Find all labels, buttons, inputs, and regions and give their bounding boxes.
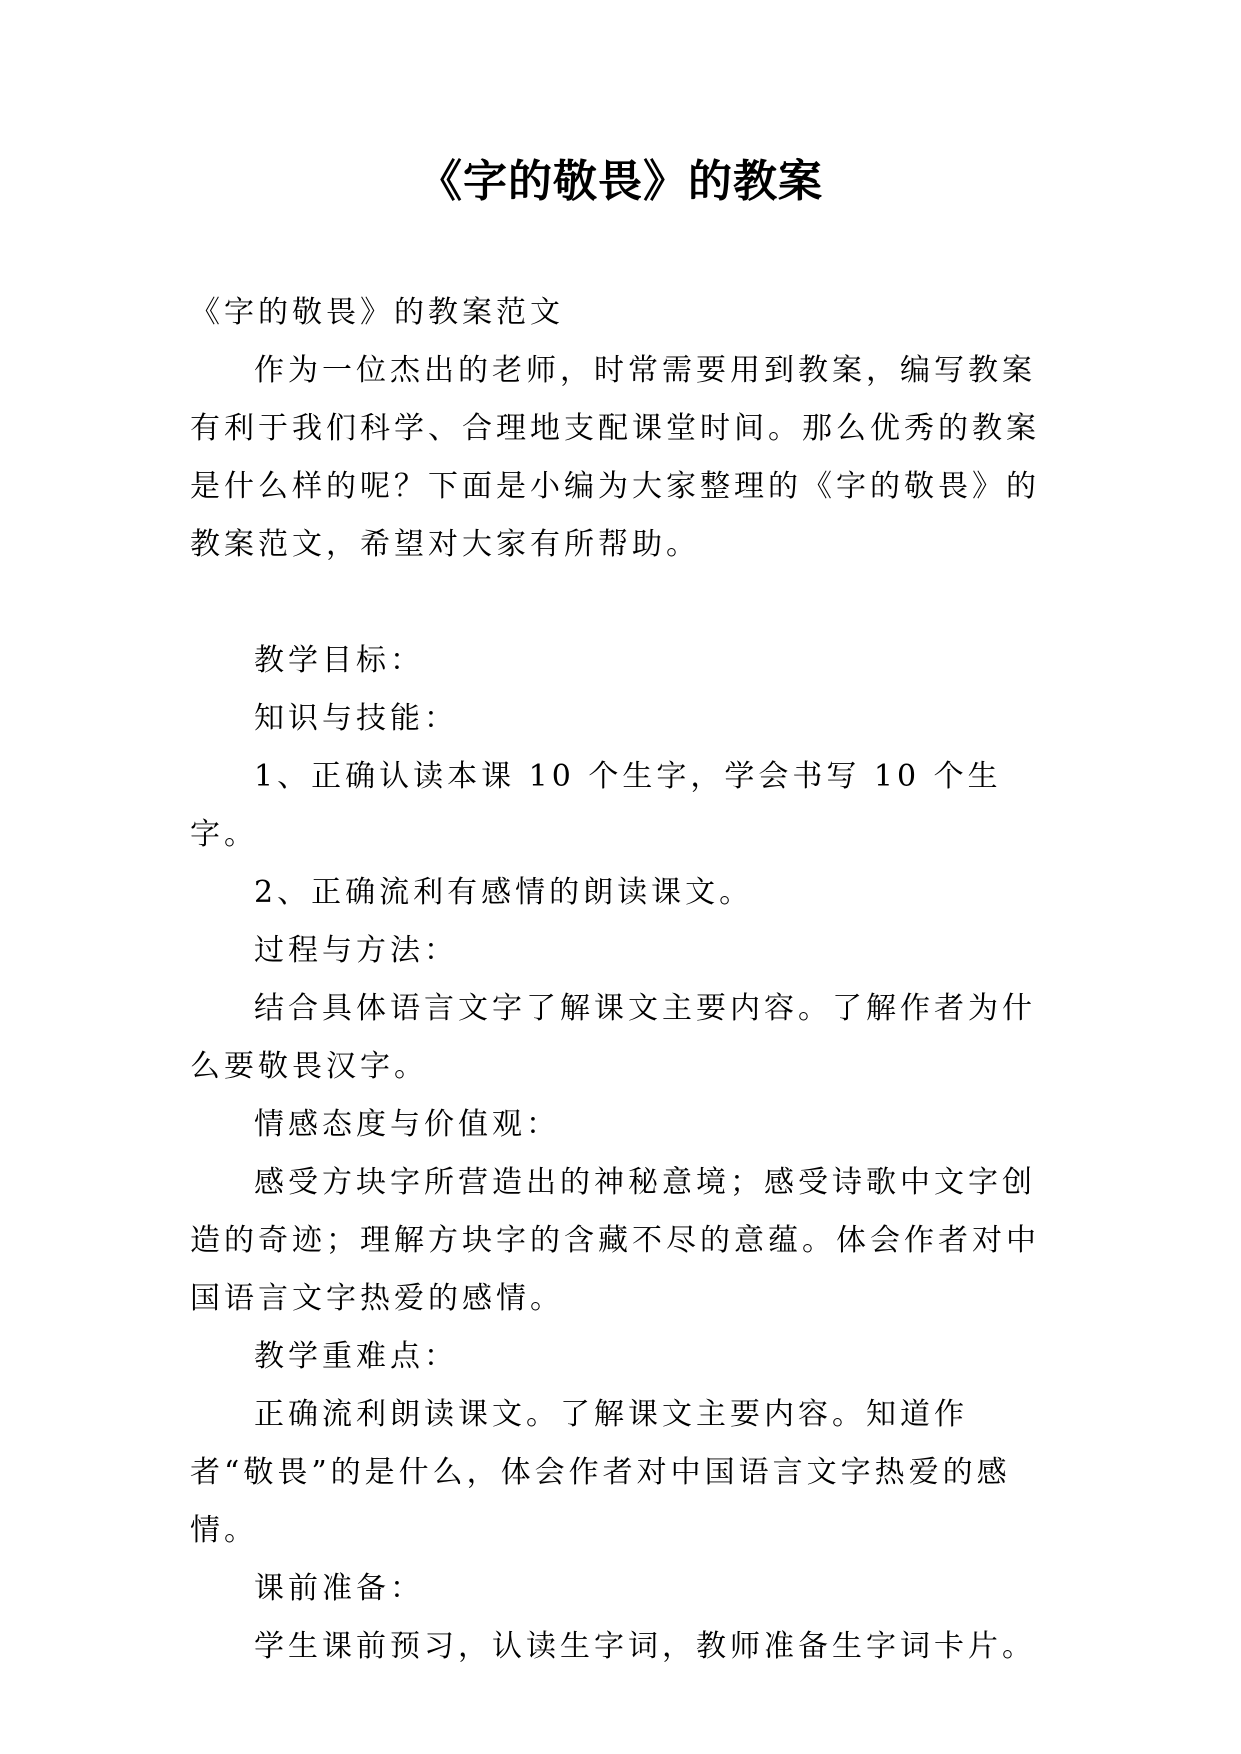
process-heading: 过程与方法：	[254, 933, 458, 968]
document-title: 《字的敬畏》的教案	[418, 156, 823, 207]
knowledge-heading: 知识与技能：	[254, 701, 458, 736]
document-body	[190, 284, 1050, 1676]
intro-paragraph: 作为一位杰出的老师，时常需要用到教案，编写教案有利于我们科学、合理地支配课堂时间。那么优秀的教案是什么样的呢？下面是小编为大家整理的《字的敬畏》的教案范文，希望对大家有所帮助。	[190, 353, 1040, 562]
preparation-paragraph: 学生课前预习，认读生字词，教师准备生字词卡片。	[254, 1629, 1036, 1664]
process-paragraph: 结合具体语言文字了解课文主要内容。了解作者为什么要敬畏汉字。	[190, 991, 1036, 1084]
emotion-paragraph: 感受方块字所营造出的神秘意境；感受诗歌中文字创造的奇迹；理解方块字的含藏不尽的意蕴。体会作者对中国语言文字热爱的感情。	[190, 1165, 1040, 1316]
goals-heading: 教学目标：	[254, 643, 424, 678]
preparation-heading: 课前准备：	[254, 1571, 424, 1606]
knowledge-item-2: 2、正确流利有感情的朗读课文。	[254, 875, 754, 910]
document-subtitle: 《字的敬畏》的教案范文	[190, 295, 564, 330]
knowledge-item-1: 1、正确认读本课 10 个生字，学会书写 10 个生字。	[190, 759, 1002, 852]
emotion-heading: 情感态度与价值观：	[254, 1107, 560, 1142]
key-points-paragraph: 正确流利朗读课文。了解课文主要内容。知道作者“敬畏”的是什么，体会作者对中国语言文字热爱的感情。	[190, 1397, 1011, 1548]
paragraph-gap	[190, 574, 1050, 632]
key-points-heading: 教学重难点：	[254, 1339, 458, 1374]
